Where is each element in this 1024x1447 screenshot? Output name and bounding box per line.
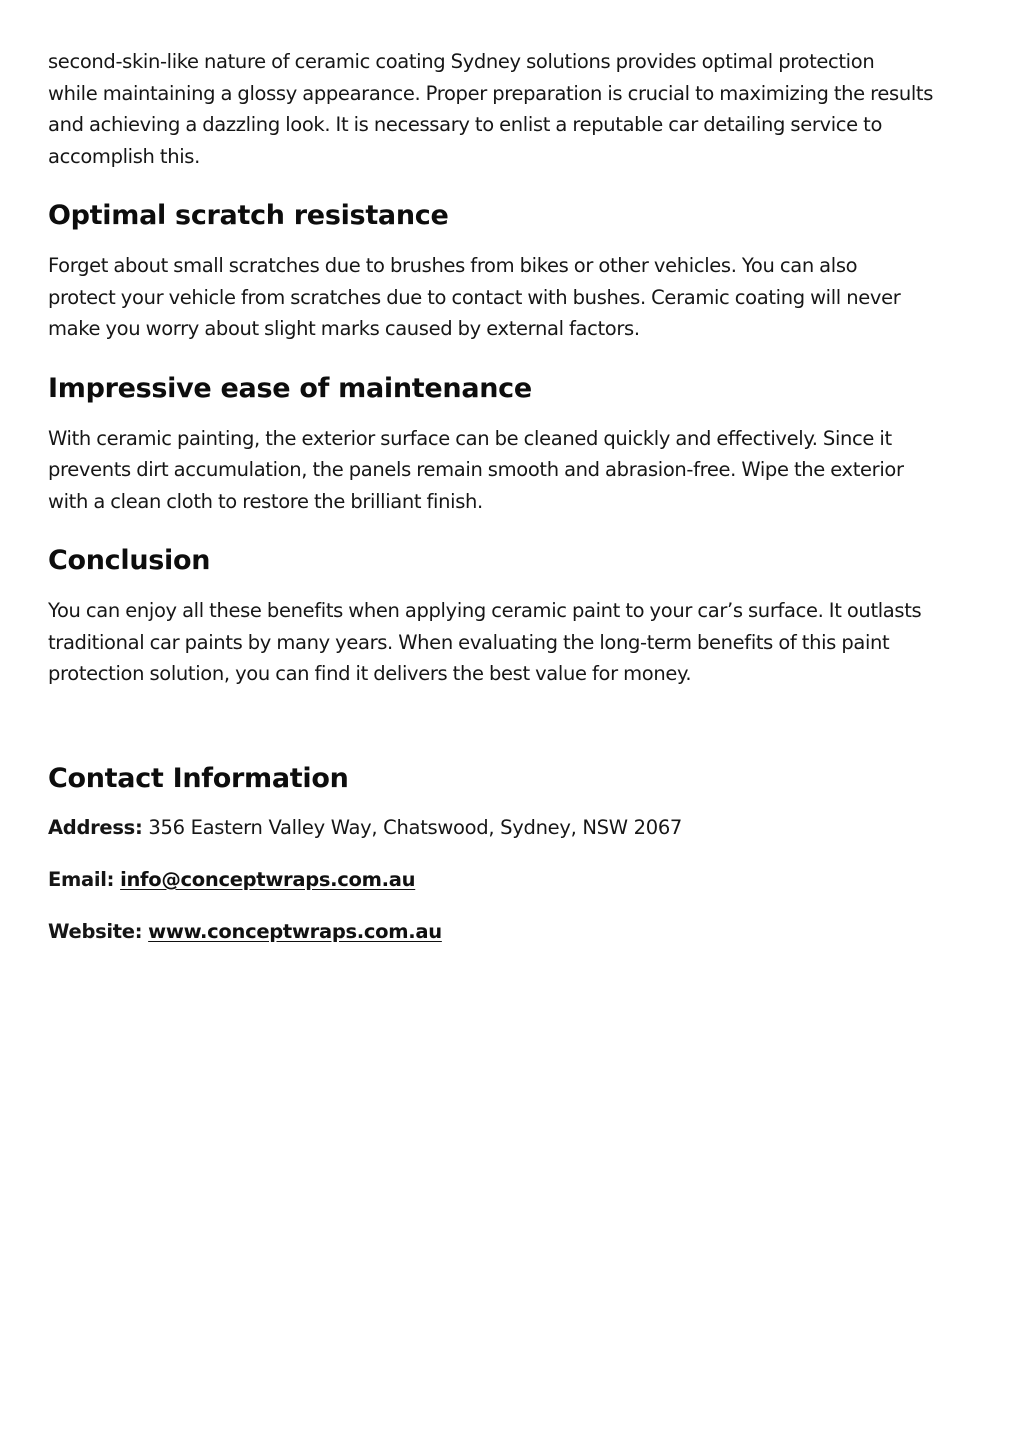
paragraph-line: Forget about small scratches due to brushes from bikes or other vehicles. You can also [48, 254, 858, 277]
scratch-resistance-paragraph [48, 250, 978, 345]
intro-paragraph [48, 46, 978, 172]
conclusion-paragraph [48, 595, 978, 690]
paragraph-line: prevents dirt accumulation, the panels remain smooth and abrasion-free. Wipe the exterior [48, 458, 904, 481]
website-label: Website: [48, 919, 143, 943]
contact-heading: Contact Information [48, 762, 349, 794]
paragraph-line: You can enjoy all these benefits when applying ceramic paint to your car’s surface. It outlasts [48, 599, 922, 622]
section-heading-conclusion: Conclusion [48, 545, 211, 576]
paragraph-line: With ceramic painting, the exterior surface can be cleaned quickly and effectively. Since it [48, 426, 892, 450]
section-heading-scratch-resistance: Optimal scratch resistance [48, 200, 449, 231]
paragraph-line: with a clean cloth to restore the brilliant finish. [48, 489, 483, 513]
intro-line: accomplish this. [48, 144, 200, 168]
contact-website [48, 917, 978, 947]
contact-email [48, 865, 978, 895]
address-value: 356 Eastern Valley Way, Chatswood, Sydney, NSW 2067 [148, 815, 683, 839]
intro-line: and achieving a dazzling look. It is necessary to enlist a reputable car detailing service to [48, 113, 883, 136]
website-link[interactable]: www.conceptwraps.com.au [148, 919, 442, 943]
email-link[interactable]: info@conceptwraps.com.au [120, 867, 416, 891]
contact-address [48, 813, 978, 843]
document-page [48, 46, 978, 947]
intro-line: second-skin-like nature of ceramic coating Sydney solutions provides optimal protection [48, 50, 875, 73]
section-heading-maintenance: Impressive ease of maintenance [48, 372, 532, 404]
maintenance-paragraph [48, 423, 978, 518]
paragraph-line: traditional car paints by many years. When evaluating the long-term benefits of this paint [48, 630, 890, 654]
intro-line: while maintaining a glossy appearance. Proper preparation is crucial to maximizing the results [48, 81, 934, 105]
address-label: Address: [48, 815, 143, 839]
email-label: Email: [48, 867, 115, 891]
paragraph-line: protect your vehicle from scratches due to contact with bushes. Ceramic coating will never [48, 285, 901, 309]
paragraph-line: make you worry about slight marks caused by external factors. [48, 317, 640, 340]
paragraph-line: protection solution, you can find it delivers the best value for money. [48, 662, 692, 685]
